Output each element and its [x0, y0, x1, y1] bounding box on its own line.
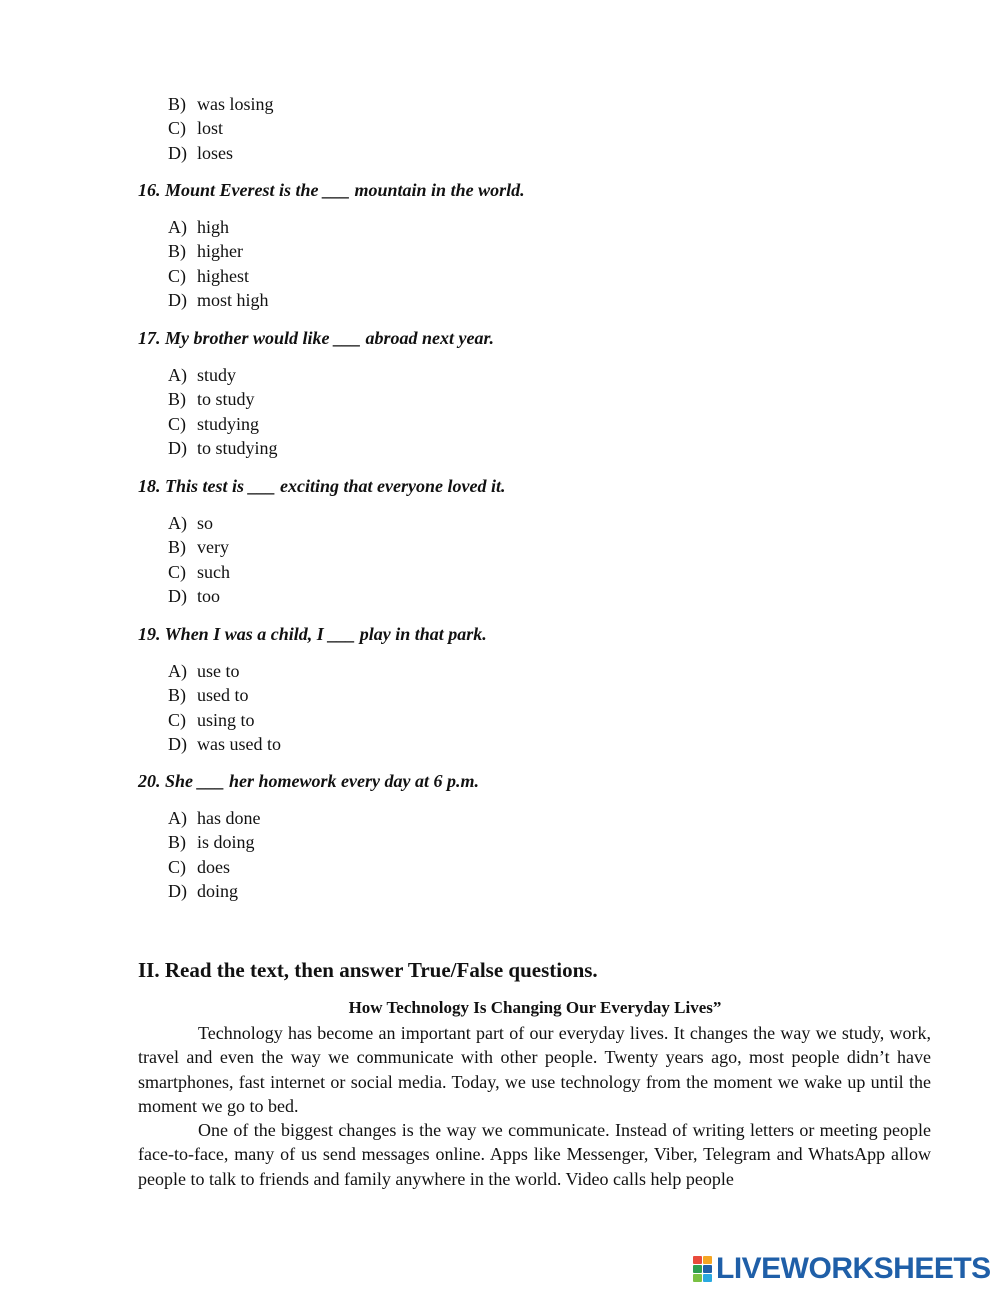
q20-options — [168, 806, 260, 904]
q15-options — [168, 92, 274, 165]
logo-mark-cell — [693, 1256, 702, 1264]
option-text: to studying — [197, 438, 278, 459]
option-letter: D) — [168, 142, 187, 163]
q16-option-b[interactable] — [168, 239, 269, 263]
logo-mark-icon — [693, 1256, 713, 1282]
option-text: loses — [197, 142, 233, 163]
option-letter: D) — [168, 734, 187, 755]
logo-mark-cell — [703, 1274, 712, 1282]
option-text: studying — [197, 413, 260, 434]
q17-option-a[interactable] — [168, 363, 278, 387]
q18-option-c[interactable] — [168, 560, 230, 584]
logo-mark-cell — [693, 1274, 702, 1282]
option-letter: B) — [168, 832, 186, 853]
option-text: used to — [197, 685, 249, 706]
q20-option-c[interactable] — [168, 855, 260, 879]
option-letter: D) — [168, 881, 187, 902]
option-letter: C) — [168, 856, 186, 877]
q19-prompt: 19. When I was a child, I ___ play in that park. — [138, 624, 487, 644]
logo-mark-cell — [703, 1256, 712, 1264]
option-text: was losing — [197, 94, 274, 114]
q18-option-b[interactable] — [168, 535, 230, 559]
option-text: highest — [197, 265, 249, 286]
option-text: was used to — [197, 734, 281, 755]
logo-mark-cell — [703, 1265, 712, 1273]
q16-options — [168, 215, 269, 313]
option-letter: C) — [168, 413, 186, 434]
q20-option-a[interactable] — [168, 806, 260, 830]
option-text: most high — [197, 290, 269, 311]
option-text: high — [197, 217, 230, 237]
option-text: is doing — [197, 832, 255, 853]
logo-mark-cell — [693, 1265, 702, 1273]
option-text: so — [197, 513, 214, 533]
q18-prompt: 18. This test is ___ exciting that everyone loved it. — [138, 476, 506, 496]
option-letter: B) — [168, 685, 186, 706]
option-letter: B) — [168, 94, 186, 114]
q20-option-b[interactable] — [168, 830, 260, 854]
q19-option-d[interactable] — [168, 732, 281, 756]
option-text: use to — [197, 661, 240, 681]
q16-option-a[interactable] — [168, 215, 269, 239]
q20-option-d[interactable] — [168, 879, 260, 903]
option-text: very — [197, 537, 229, 558]
option-letter: D) — [168, 438, 187, 459]
q19-option-c[interactable] — [168, 708, 281, 732]
q18-option-d[interactable] — [168, 584, 230, 608]
q20-prompt: 20. She ___ her homework every day at 6 p.m. — [138, 771, 479, 791]
option-letter: B) — [168, 537, 186, 558]
option-letter: A) — [168, 217, 187, 237]
option-letter: B) — [168, 241, 186, 262]
option-text: study — [197, 365, 237, 385]
option-letter: D) — [168, 290, 187, 311]
q19-option-b[interactable] — [168, 683, 281, 707]
option-text: too — [197, 586, 221, 607]
option-text: such — [197, 561, 230, 582]
option-letter: C) — [168, 709, 186, 730]
option-text: to study — [197, 389, 255, 410]
option-text: higher — [197, 241, 243, 262]
q18-options — [168, 511, 230, 609]
q16-option-c[interactable] — [168, 264, 269, 288]
section-heading: II. Read the text, then answer True/False questions. — [138, 958, 598, 982]
q18-option-a[interactable] — [168, 511, 230, 535]
q15-option-d[interactable] — [168, 141, 274, 165]
q17-option-d[interactable] — [168, 436, 278, 460]
q17-prompt: 17. My brother would like ___ abroad next year. — [138, 328, 495, 348]
option-text: has done — [197, 808, 261, 828]
q15-option-b[interactable] — [168, 92, 274, 116]
option-letter: A) — [168, 661, 187, 681]
option-text: does — [197, 856, 230, 877]
reading-title: How Technology Is Changing Our Everyday Lives” — [348, 998, 722, 1017]
q17-option-c[interactable] — [168, 412, 278, 436]
option-letter: A) — [168, 365, 187, 385]
liveworksheets-logo — [693, 1252, 991, 1286]
paragraph-text: One of the biggest changes is the way we communicate. Instead of writing letters or meeting people face-to-face, many of us send messages online. Apps like Messenger, Viber, Telegram and WhatsApp allow people to talk to friends and family anywhere in the world. Video calls help people — [138, 1120, 931, 1189]
paragraph-text: Technology has become an important part of our everyday lives. It changes the way we study, work, travel and even the way we communicate with other people. Twenty years ago, most people didn’t have smartphones, fast internet or social media. Today, we use technology from the moment we wake up until the moment we go to bed. — [138, 1023, 931, 1117]
reading-paragraph-1 — [138, 1021, 931, 1119]
option-letter: C) — [168, 118, 186, 139]
reading-paragraph-2 — [138, 1118, 931, 1192]
q16-option-d[interactable] — [168, 288, 269, 312]
option-letter: B) — [168, 389, 186, 410]
option-text: lost — [197, 118, 224, 139]
option-letter: D) — [168, 586, 187, 607]
option-letter: C) — [168, 265, 186, 286]
logo-text: LIVEWORKSHEETS — [716, 1252, 991, 1285]
option-text: using to — [197, 709, 255, 730]
q15-option-c[interactable] — [168, 116, 274, 140]
q17-options — [168, 363, 278, 461]
q16-prompt: 16. Mount Everest is the ___ mountain in the world. — [138, 180, 525, 200]
option-letter: A) — [168, 513, 187, 533]
q19-options — [168, 659, 281, 757]
option-text: doing — [197, 881, 239, 902]
q17-option-b[interactable] — [168, 387, 278, 411]
option-letter: A) — [168, 808, 187, 828]
q19-option-a[interactable] — [168, 659, 281, 683]
option-letter: C) — [168, 561, 186, 582]
